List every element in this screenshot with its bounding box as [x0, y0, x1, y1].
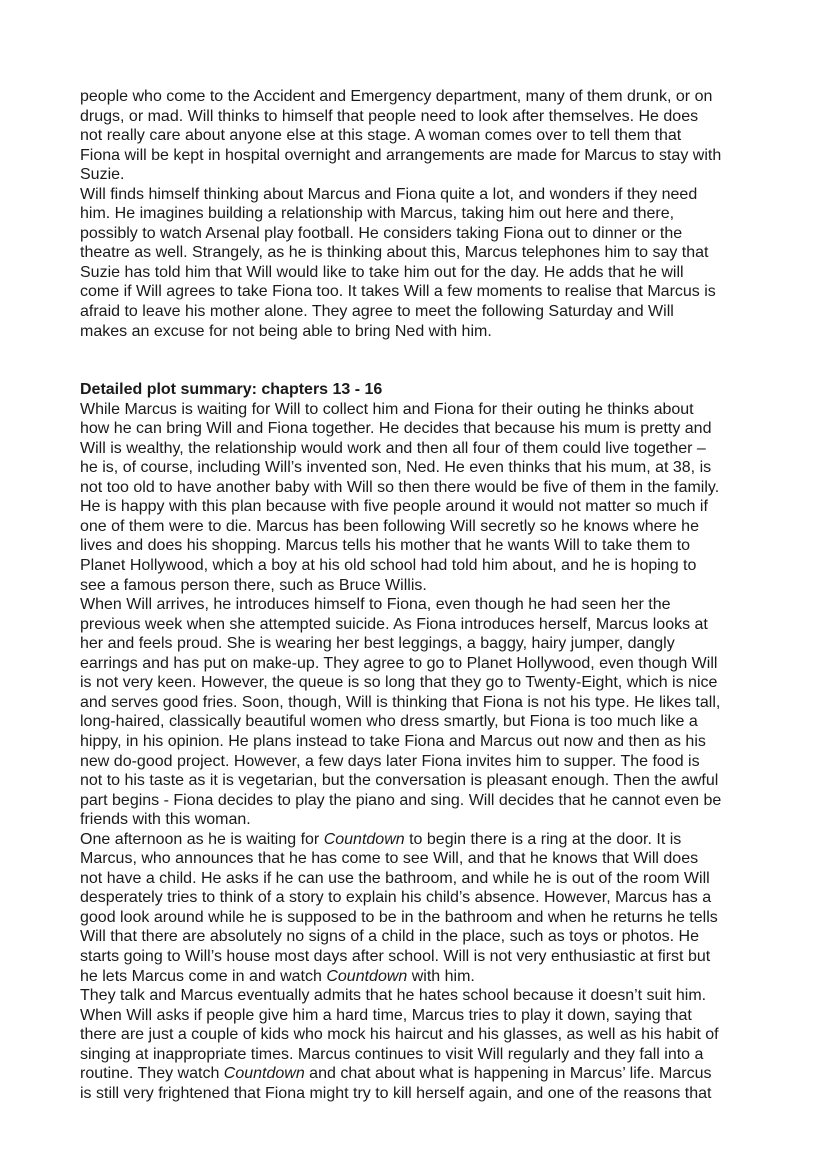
- text-line: [80, 967, 780, 987]
- text-line: [80, 185, 780, 205]
- text-line: [80, 576, 780, 596]
- text-segment: hippy, in his opinion. He plans instead to take Fiona and Marcus out now and then as his: [80, 732, 706, 750]
- paragraph-block-chapters-13-16: [80, 400, 780, 1104]
- text-segment: and serves good fries. Soon, though, Will is thinking that Fiona is not his type. He likes tall,: [80, 693, 721, 711]
- text-line: [80, 927, 780, 947]
- text-segment: routine. They watch: [80, 1065, 224, 1083]
- italic-title-text: Countdown: [323, 830, 405, 848]
- text-segment: not really care about anyone else at this stage. A woman comes over to tell them that: [80, 127, 682, 145]
- text-line: [80, 263, 780, 283]
- text-segment: Fiona will be kept in hospital overnight and arrangements are made for Marcus to stay with: [80, 146, 722, 164]
- text-segment: part begins - Fiona decides to play the piano and sing. Will decides that he cannot even be: [80, 791, 722, 809]
- text-segment: is not very keen. However, the queue is so long that they go to Twenty-Eight, which is nice: [80, 674, 718, 692]
- text-line: [80, 1025, 780, 1045]
- text-line: [80, 478, 780, 498]
- section-heading: Detailed plot summary: chapters 13 - 16: [80, 381, 383, 399]
- text-segment: is still very frightened that Fiona might try to kill herself again, and one of the reasons that: [80, 1084, 712, 1102]
- text-segment: Will finds himself thinking about Marcus and Fiona quite a lot, and wonders if they need: [80, 185, 698, 203]
- text-segment: previous week when she attempted suicide. As Fiona introduces herself, Marcus looks at: [80, 615, 708, 633]
- text-segment: Suzie has told him that Will would like to take him out for the day. He adds that he will: [80, 263, 684, 281]
- text-segment: come if Will agrees to take Fiona too. It takes Will a few moments to realise that Marcus is: [80, 283, 716, 301]
- text-segment: not to his taste as it is vegetarian, but the conversation is pleasant enough. Then the awful: [80, 772, 719, 790]
- text-line: [80, 322, 780, 342]
- text-line: [80, 243, 780, 263]
- text-segment: to begin there is a ring at the door. It is: [404, 830, 682, 848]
- text-segment: good look around while he is supposed to be in the bathroom and when he returns he tells: [80, 908, 718, 926]
- text-line: [80, 165, 780, 185]
- text-line: [80, 830, 780, 850]
- text-segment: Marcus, who announces that he has come to see Will, and that he knows that Will does: [80, 850, 699, 868]
- text-line: [80, 634, 780, 654]
- text-line: [80, 771, 780, 791]
- text-line: [80, 1084, 780, 1104]
- text-segment: one of them were to die. Marcus has been following Will secretly so he knows where he: [80, 517, 699, 535]
- text-segment: afraid to leave his mother alone. They agree to meet the following Saturday and Will: [80, 303, 674, 321]
- text-line: [80, 947, 780, 967]
- text-line: [80, 791, 780, 811]
- text-line: [80, 908, 780, 928]
- text-segment: people who come to the Accident and Emergency department, many of them drunk, or on: [80, 88, 713, 105]
- text-line: [80, 986, 780, 1006]
- text-line: [80, 556, 780, 576]
- text-line: [80, 439, 780, 459]
- text-line: [80, 458, 780, 478]
- text-line: [80, 654, 780, 674]
- text-segment: When Will arrives, he introduces himself to Fiona, even though he had seen her the: [80, 596, 671, 614]
- text-line: [80, 400, 780, 420]
- text-segment: singing at inappropriate times. Marcus continues to visit Will regularly and they fall into a: [80, 1045, 704, 1063]
- text-line: [80, 419, 780, 439]
- text-segment: desperately tries to think of a story to explain his child’s absence. However, Marcus has a: [80, 889, 712, 907]
- text-segment: long-haired, classically beautiful women who dress smartly, but Fiona is too much like a: [80, 713, 698, 731]
- text-segment: theatre as well. Strangely, as he is thinking about this, Marcus telephones him to say that: [80, 244, 709, 262]
- text-segment: how he can bring Will and Fiona together. He decides that because his mum is pretty and: [80, 420, 712, 438]
- text-segment: her and feels proud. She is wearing her best leggings, a baggy, hairy jumper, dangly: [80, 635, 675, 653]
- text-line: [80, 732, 780, 752]
- italic-title-text: Countdown: [326, 967, 408, 985]
- text-line: [80, 752, 780, 772]
- text-line: [80, 1006, 780, 1026]
- text-segment: earrings and has put on make-up. They agree to go to Planet Hollywood, even though Will: [80, 654, 718, 672]
- text-line: [80, 849, 780, 869]
- text-segment: starts going to Will’s house most days after school. Will is not very enthusiastic at first but: [80, 947, 711, 965]
- text-line: [80, 595, 780, 615]
- section-gap: [80, 341, 780, 380]
- text-segment: Planet Hollywood, which a boy at his old school had told him about, and he is hoping to: [80, 557, 697, 575]
- text-line: [80, 302, 780, 322]
- text-segment: with him.: [407, 967, 475, 985]
- text-segment: lives and does his shopping. Marcus tells his mother that he wants Will to take them to: [80, 537, 691, 555]
- text-segment: he is, of course, including Will’s invented son, Ned. He even thinks that his mum, at 38, is: [80, 459, 712, 477]
- text-line: [80, 87, 780, 107]
- text-line: [80, 517, 780, 537]
- text-segment: They talk and Marcus eventually admits that he hates school because it doesn’t suit him.: [80, 987, 707, 1005]
- text-segment: Will is wealthy, the relationship would work and then all four of them could live together –: [80, 439, 706, 457]
- text-line: [80, 673, 780, 693]
- text-line: [80, 204, 780, 224]
- text-segment: Will that there are absolutely no signs of a child in the place, such as toys or photos. He: [80, 928, 699, 946]
- text-line: [80, 810, 780, 830]
- text-line: [80, 888, 780, 908]
- text-segment: not have a child. He asks if he can use the bathroom, and while he is out of the room Will: [80, 869, 710, 887]
- text-segment: and chat about what is happening in Marcus’ life. Marcus: [304, 1065, 712, 1083]
- text-segment: see a famous person there, such as Bruce Willis.: [80, 576, 427, 594]
- text-segment: friends with this woman.: [80, 811, 251, 829]
- text-segment: possibly to watch Arsenal play football. He considers taking Fiona out to dinner or the: [80, 224, 683, 242]
- text-segment: He is happy with this plan because with five people around it would not matter so much if: [80, 498, 708, 516]
- text-segment: new do-good project. However, a few days later Fiona invites him to supper. The food is: [80, 752, 700, 770]
- text-line: [80, 615, 780, 635]
- paragraph-block-chapter-12: [80, 87, 780, 341]
- text-segment: makes an excuse for not being able to bring Ned with him.: [80, 322, 492, 340]
- text-line: [80, 146, 780, 166]
- text-segment: him. He imagines building a relationship with Marcus, taking him out here and there,: [80, 205, 675, 223]
- text-line: [80, 497, 780, 517]
- text-segment: When Will asks if people give him a hard time, Marcus tries to play it down, saying that: [80, 1006, 692, 1024]
- text-line: [80, 693, 780, 713]
- text-line: [80, 536, 780, 556]
- text-line: [80, 1064, 780, 1084]
- text-line: [80, 224, 780, 244]
- text-line: [80, 869, 780, 889]
- text-segment: While Marcus is waiting for Will to collect him and Fiona for their outing he thinks about: [80, 400, 694, 418]
- italic-title-text: Countdown: [223, 1065, 305, 1083]
- text-line: [80, 282, 780, 302]
- text-segment: drugs, or mad. Will thinks to himself that people need to look after themselves. He does: [80, 107, 699, 125]
- text-line: [80, 126, 780, 146]
- text-segment: there are just a couple of kids who mock his haircut and his glasses, as well as his habit of: [80, 1026, 719, 1044]
- text-segment: One afternoon as he is waiting for: [80, 830, 324, 848]
- text-segment: he lets Marcus come in and watch: [80, 967, 327, 985]
- text-line: [80, 1045, 780, 1065]
- text-line: [80, 107, 780, 127]
- text-segment: not too old to have another baby with Will so then there would be five of them in the family.: [80, 478, 720, 496]
- document-page: [80, 87, 780, 1103]
- text-line: [80, 712, 780, 732]
- text-segment: Suzie.: [80, 166, 125, 184]
